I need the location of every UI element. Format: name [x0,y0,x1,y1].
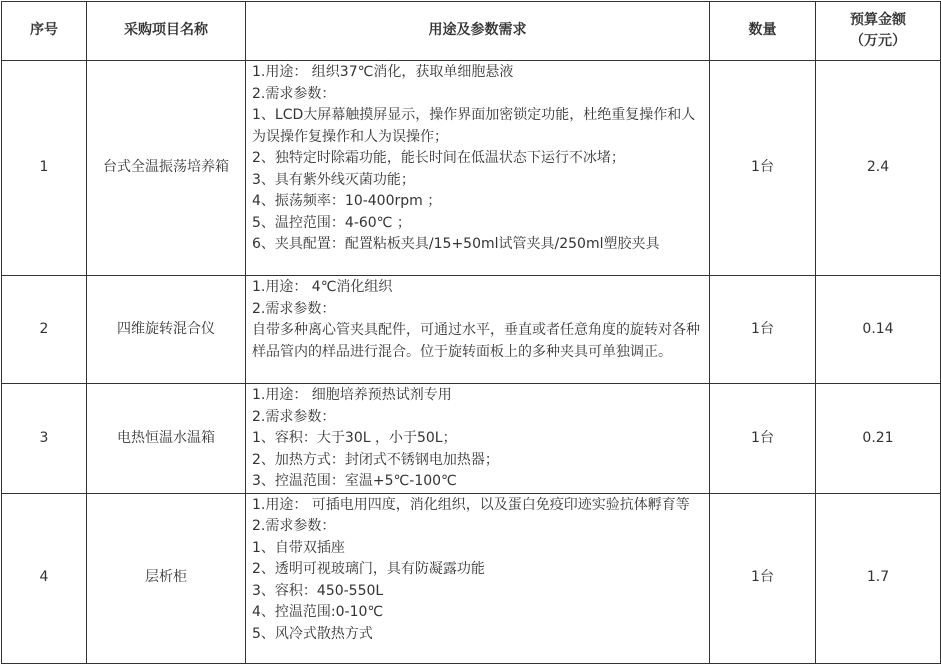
row-seq: 4 [2,493,87,663]
usage-line: 5、风冷式散热方式 [252,625,373,642]
row-usage [246,276,710,384]
usage-line: 自带多种离心管夹具配件，可通过水平，垂直或者任意角度的旋转对各种样品管内的样品进行混合。位于旋转面板上的多种夹具可单独调正。 [252,322,700,360]
header-budget-line1: 预算金额 [850,11,906,28]
usage-line: 1、容积：大于30L ，小于50L； [252,430,457,446]
row-qty: 1台 [710,276,816,384]
row-usage [246,61,710,276]
row-name: 四维旋转混合仪 [87,276,246,384]
row-qty: 1台 [710,61,816,276]
usage-line: 4、控温范围:0-10℃ [252,604,384,620]
usage-line: 1、LCD大屏幕触摸屏显示，操作界面加密锁定功能，杜绝重复操作和人为误操作复操作和人为误操作； [252,107,696,145]
header-usage: 用途及参数需求 [246,2,710,61]
header-budget [816,2,941,61]
usage-line: 5、温控范围：4-60℃ ； [252,214,411,231]
usage-line: 1、自带双插座 [252,539,345,556]
usage-line: 2.需求参数： [252,85,336,102]
usage-line: 2.需求参数： [252,408,336,425]
usage-line: 3、控温范围：室温+5℃-100℃ [252,473,457,489]
row-name: 电热恒温水温箱 [87,384,246,494]
usage-line: 2.需求参数： [252,518,336,534]
usage-line: 1.用途： 4℃消化组织 [252,279,393,295]
usage-line: 2、加热方式：封闭式不锈钢电加热器； [252,451,499,468]
usage-line: 2、独特定时除霜功能，能长时间在低温状态下运行不冰堵； [252,150,625,166]
row-seq: 1 [2,61,87,276]
row-name: 层析柜 [87,493,246,663]
usage-line: 2、透明可视玻璃门，具有防凝露功能 [252,561,485,577]
row-name: 台式全温振荡培养箱 [87,61,246,276]
header-qty: 数量 [710,2,816,61]
usage-line: 1.用途： 组织37℃消化，获取单细胞悬液 [252,64,514,80]
row-budget: 1.7 [816,493,941,663]
usage-line: 1.用途： 细胞培养预热试剂专用 [252,387,452,403]
row-qty: 1台 [710,384,816,494]
header-seq: 序号 [2,2,87,61]
row-budget: 2.4 [816,61,941,276]
header-budget-line2: （万元） [850,33,906,49]
usage-line: 1.用途： 可插电用四度，消化组织，以及蛋白免疫印迹实验抗体孵育等 [252,496,690,513]
usage-line: 4、振荡频率：10-400rpm ； [252,193,442,209]
row-seq: 3 [2,384,87,494]
table-row [2,61,941,276]
usage-line: 3、容积：450-550L [252,582,384,599]
usage-line: 6、夹具配置：配置粘板夹具/15+50ml试管夹具/250ml塑胶夹具 [252,236,660,252]
row-budget: 0.21 [816,384,941,494]
usage-line: 2.需求参数： [252,300,336,317]
row-budget: 0.14 [816,276,941,384]
row-usage [246,493,710,663]
table-row [2,384,941,494]
table-row [2,493,941,663]
row-qty: 1台 [710,493,816,663]
procurement-table [1,1,941,664]
usage-line: 3、具有紫外线灭菌功能； [252,171,415,188]
row-seq: 2 [2,276,87,384]
row-usage [246,384,710,494]
header-row [2,2,941,61]
header-name: 采购项目名称 [87,2,246,61]
table-row [2,276,941,384]
